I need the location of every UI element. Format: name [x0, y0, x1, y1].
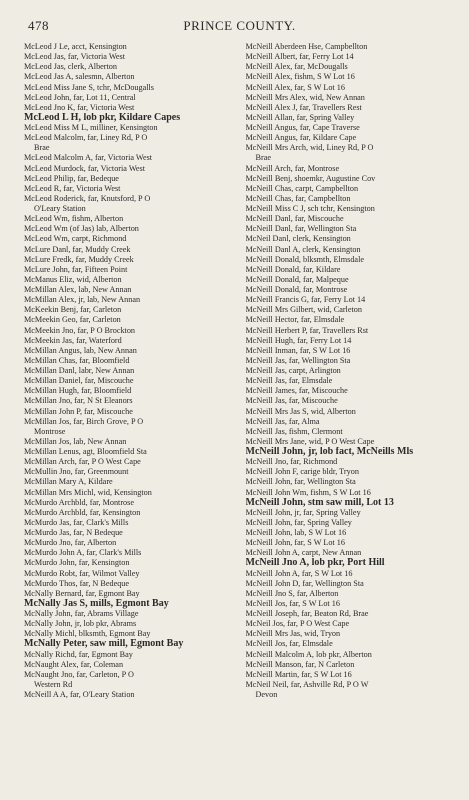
page-title: PRINCE COUNTY.	[183, 18, 296, 33]
directory-entry: McMillan John P, far, Miscouche	[24, 406, 133, 416]
directory-entry: McNeill Herbert P, far, Travellers Rst	[245, 325, 369, 335]
directory-entry: McLeod J Le, acct, Kensington	[24, 42, 127, 51]
directory-entry-continuation: Western Rd	[34, 679, 73, 689]
directory-entry: McMurdo Jno, far, Alberton	[24, 538, 117, 548]
directory-entry: McMurdo Archbld, far, Kensington	[24, 507, 141, 517]
directory-entry: McNeill Jas, far, Alma	[245, 416, 320, 426]
directory-entry: McManus Eliz, wid, Alberton	[24, 274, 122, 284]
page-header	[28, 18, 451, 34]
directory-columns	[24, 42, 463, 794]
directory-entry: McLeod Philip, far, Bedeque	[24, 173, 119, 183]
directory-entry: McNeill Alex J, far, Travellers Rest	[245, 102, 362, 112]
directory-entry: McNally Richd, far, Egmont Bay	[24, 649, 133, 659]
directory-entry: McLeod L H, lob pkr, Kildare Capes	[24, 112, 181, 123]
directory-entry: McNeill John F, carige bldr, Tryon	[245, 467, 359, 477]
directory-entry: McNeill John, far, Wellington Sta	[245, 477, 356, 487]
directory-entry: McLeod Miss Jane S, tchr, McDougalls	[24, 82, 154, 92]
directory-entry: McMillan Danl, labr, New Annan	[24, 366, 135, 375]
directory-entry: McNeill Francis G, far, Ferry Lot 14	[245, 295, 366, 305]
directory-entry: McLeod R, far, Victoria West	[24, 183, 121, 193]
directory-entry: McLure Danl, far, Muddy Creek	[24, 244, 131, 254]
directory-entry: McNeill Mrs Jas S, wid, Alberton	[245, 406, 356, 416]
directory-entry: McNeill John D, far, Wellington Sta	[245, 578, 364, 588]
directory-entry: McMillan Chas, far, Bloomfield	[24, 355, 130, 365]
directory-entry: McMillan Alex, jr, lab, New Annan	[24, 295, 141, 305]
directory-entry: McNeill Alex, far, McDougalls	[245, 62, 348, 72]
directory-entry: McNeill Jas, far, Miscouche	[245, 396, 338, 406]
directory-entry: McMillan Jno, far, N St Eleanors	[24, 396, 133, 406]
directory-entry: McNeill Jno S, far, Alberton	[245, 588, 339, 598]
directory-entry: McNeill Malcolm A, lob pkr, Alberton	[245, 649, 372, 659]
directory-entry: McNally Peter, saw mill, Egmont Bay	[24, 639, 184, 650]
directory-entry: McMillan Daniel, far, Miscouche	[24, 376, 134, 386]
page-number: 478	[28, 18, 49, 33]
directory-entry: McNaught Alex, far, Coleman	[24, 659, 124, 669]
directory-entry: McKeekin Benj, far, Carleton	[24, 305, 122, 315]
directory-entry: McNeill John A, carpt, New Annan	[245, 548, 362, 558]
directory-entry: McLeod Miss M L, milliner, Kensington	[24, 123, 158, 132]
directory-entry: McMillan Lenus, agt, Bloomfield Sta	[24, 447, 147, 456]
directory-entry: McMeekin Geo, far, Carleton	[24, 315, 121, 325]
directory-entry: McNeill Mrs Alex, wid, New Annan	[245, 92, 365, 102]
directory-entry: McLure John, far, Fifteen Point	[24, 264, 128, 274]
directory-entry: McNeill Jas, fishm, Clermont	[245, 426, 343, 436]
directory-entry: McNally Michl, blksmth, Egmont Bay	[24, 629, 151, 639]
directory-entry: McNeill James, far, Miscouche	[245, 386, 348, 396]
directory-entry: McNally Jas S, mills, Egmont Bay	[24, 598, 169, 609]
directory-entry: McNeill Danl, far, Miscouche	[245, 214, 344, 224]
directory-entry: McMeekin Jas, far, Waterford	[24, 335, 122, 345]
directory-entry: McMurdo John A, far, Clark's Mills	[24, 548, 142, 558]
directory-entry: McNally Bernard, far, Egmont Bay	[24, 588, 140, 598]
directory-entry: McLeod Jas, far, Victoria West	[24, 52, 125, 62]
directory-entry: McMurdo Robt, far, Wilmot Valley	[24, 568, 140, 578]
directory-entry: McNeil Danl, clerk, Kensington	[245, 234, 351, 244]
directory-entry: McMillan Mrs Michl, wid, Kensington	[24, 487, 152, 497]
directory-entry: McNeill Alex, far, S W Lot 16	[245, 82, 345, 92]
directory-entry: McMeekin Jno, far, P O Brockton	[24, 325, 136, 335]
directory-entry: McNeill Jas, carpt, Arlington	[245, 366, 341, 375]
directory-entry: McNeill Chas, far, Campbellton	[245, 193, 351, 203]
directory-entry: McNeil Jos, far, P O West Cape	[245, 619, 350, 629]
directory-entry: McNeill Mrs Gilbert, wid, Carleton	[245, 305, 362, 315]
directory-entry: McNeill Angus, far, Kildare Cape	[245, 133, 357, 143]
directory-entry: McNeill Arch, far, Montrose	[245, 163, 340, 173]
directory-entry: McNeill Angus, far, Cape Traverse	[245, 123, 360, 132]
directory-entry: McNeill Manson, far, N Carleton	[245, 659, 355, 669]
directory-entry: McNeill Mrs Jane, wid, P O West Cape	[245, 436, 375, 446]
directory-entry: McMurdo Jas, far, N Bedeque	[24, 528, 123, 537]
directory-entry: McNeill John A, far, S W Lot 16	[245, 568, 353, 578]
directory-entry: McMillan Alex, lab, New Annan	[24, 285, 132, 294]
directory-entry: McLeod Murdock, far, Victoria West	[24, 163, 145, 173]
directory-entry: McNeill Danl A, clerk, Kensington	[245, 244, 361, 254]
directory-entry: McMurdo Archbld, far, Montrose	[24, 497, 134, 507]
directory-entry: McNeill Mrs Jas, wid, Tryon	[245, 629, 341, 639]
directory-entry: McNeill Aberdeen Hse, Campbellton	[245, 42, 368, 51]
directory-entry: McMillan Jos, far, Birch Grove, P O	[24, 416, 144, 426]
directory-entry: McNeill Allan, far, Spring Valley	[245, 112, 355, 122]
directory-entry: McNeill A A, far, O'Leary Station	[24, 690, 135, 699]
directory-entry: McNeill Donald, far, Montrose	[245, 285, 348, 294]
directory-entry: McNeill Jno, far, Richmond	[245, 457, 338, 467]
directory-entry: McLeod Malcolm A, far, Victoria West	[24, 153, 153, 163]
directory-entry: McMurdo Jas, far, Clark's Mills	[24, 517, 129, 527]
directory-entry: McLeod Wm, carpt, Richmond	[24, 234, 127, 244]
directory-entry: McNeill John, jr, far, Spring Valley	[245, 507, 361, 517]
directory-entry: McLeod Wm, fishm, Alberton	[24, 214, 124, 224]
directory-entry: McLeod Wm (of Jas) lab, Alberton	[24, 224, 139, 234]
directory-entry: McNeill Jno A, lob pkr, Port Hill	[245, 558, 385, 569]
directory-entry: McNeill Hector, far, Elmsdale	[245, 315, 345, 325]
directory-entry: McNeill Donald, blksmth, Elmsdale	[245, 254, 364, 264]
directory-entry: McNeill Hugh, far, Ferry Lot 14	[245, 335, 352, 345]
directory-entry: McMullin Jno, far, Greenmount	[24, 467, 129, 477]
directory-entry: McNeill Martin, far, S W Lot 16	[245, 669, 352, 679]
directory-entry: McNeill Albert, far, Ferry Lot 14	[245, 52, 354, 62]
directory-entry: McNeill John, stm saw mill, Lot 13	[245, 497, 394, 508]
directory-entry: McNeil Neil, far, Ashville Rd, P O W	[245, 679, 369, 689]
directory-entry: McNeill Alex, fishm, S W Lot 16	[245, 72, 355, 82]
directory-entry: McMillan Angus, lab, New Annan	[24, 345, 137, 355]
directory-entry-continuation: Brae	[255, 153, 271, 163]
directory-entry: McNeill Mrs Arch, wid, Liney Rd, P O	[245, 143, 374, 153]
directory-entry: McMurdo Thos, far, N Bedeque	[24, 578, 130, 588]
directory-entry: McMillan Arch, far, P O West Cape	[24, 457, 141, 467]
directory-entry: McNeill John, lab, S W Lot 16	[245, 528, 347, 537]
directory-entry: McMillan Hugh, far, Bloomfield	[24, 386, 132, 396]
directory-entry-continuation: O'Leary Station	[34, 204, 86, 213]
directory-entry: McNeill Jas, far, Elmsdale	[245, 376, 333, 386]
directory-entry-continuation: Devon	[255, 690, 278, 699]
directory-entry: McLeod Roderick, far, Knutsford, P O	[24, 193, 151, 203]
directory-entry: McLure Fredk, far, Muddy Creek	[24, 254, 134, 264]
directory-entry: McNeill Inman, far, S W Lot 16	[245, 345, 351, 355]
directory-entry: McNally John, far, Abrams Village	[24, 609, 139, 618]
directory-entry-continuation: Brae	[34, 143, 50, 153]
directory-entry: McLeod Malcolm, far, Liney Rd, P O	[24, 133, 148, 143]
directory-entry: McMillan Mary A, Kildare	[24, 477, 113, 487]
directory-entry: McNeill Jos, far, Elmsdale	[245, 639, 333, 649]
directory-entry: McLeod Jas, clerk, Alberton	[24, 62, 117, 72]
directory-entry: McNeill Donald, far, Kildare	[245, 264, 341, 274]
directory-entry: McNally John, jr, lob pkr, Abrams	[24, 619, 137, 629]
directory-entry: McNeill Benj, shoemkr, Augustine Cov	[245, 173, 376, 183]
directory-entry: McLeod Jas A, salesmn, Alberton	[24, 72, 135, 82]
directory-entry: McNeill John, jr, lob fact, McNeills Mls	[245, 447, 414, 457]
directory-entry-continuation: Montrose	[34, 426, 66, 436]
directory-entry: McNeill Jos, far, S W Lot 16	[245, 598, 340, 608]
directory-entry: McNeill John Wm, fishm, S W Lot 16	[245, 487, 371, 497]
directory-entry: McNeill Chas, carpt, Campbellton	[245, 183, 359, 193]
directory-entry: McNaught Jno, far, Carleton, P O	[24, 669, 134, 679]
directory-entry: McNeill Jas, far, Wellington Sta	[245, 355, 351, 365]
directory-entry: McNeill Danl, far, Wellington Sta	[245, 224, 357, 234]
directory-entry: McMurdo John, far, Kensington	[24, 558, 130, 568]
directory-entry: McNeill Donald, far, Malpeque	[245, 274, 349, 284]
directory-entry: McNeill Joseph, far, Beaton Rd, Brae	[245, 609, 369, 618]
directory-column-left	[24, 42, 242, 794]
directory-entry: McNeill John, far, S W Lot 16	[245, 538, 345, 548]
directory-entry: McNeill Miss C J, sch tchr, Kensington	[245, 204, 375, 213]
directory-entry: McMillan Jos, lab, New Annan	[24, 436, 127, 446]
directory-entry: McLeod Jno K, far, Victoria West	[24, 102, 135, 112]
directory-column-right	[246, 42, 464, 794]
directory-entry: McNeill John, far, Spring Valley	[245, 517, 352, 527]
directory-entry: McLeod John, far, Lot 11, Central	[24, 92, 136, 102]
